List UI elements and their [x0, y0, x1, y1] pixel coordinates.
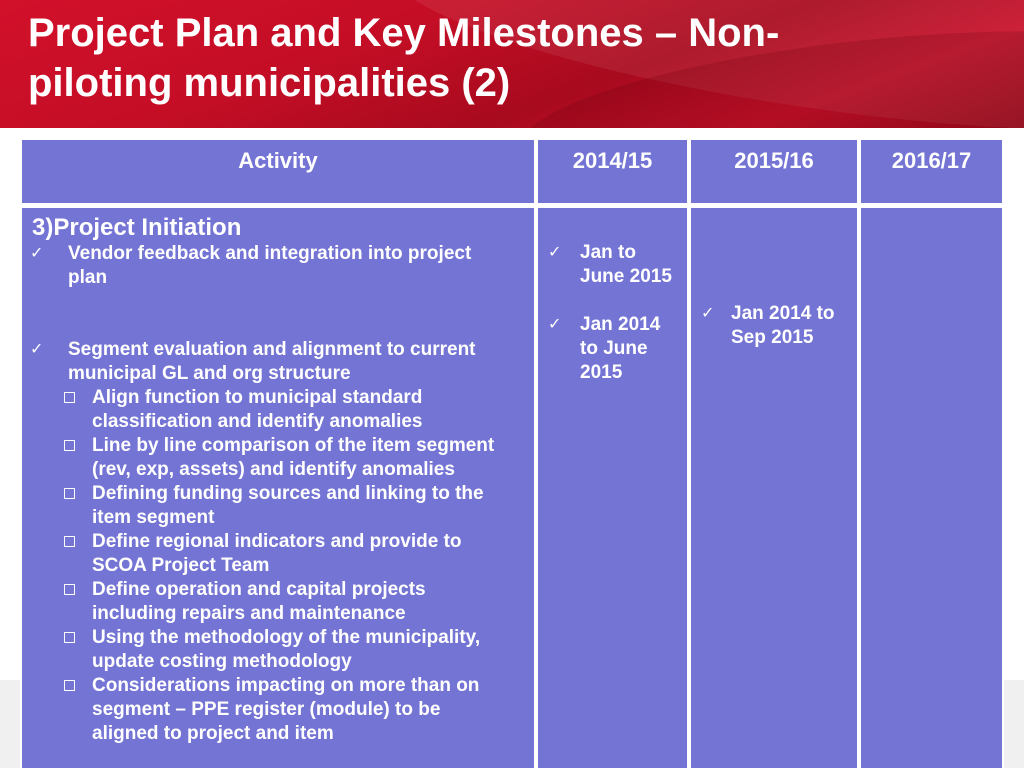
date-line: Jan to — [580, 242, 636, 263]
list-item — [22, 338, 534, 386]
date-line: Sep 2015 — [731, 327, 814, 348]
date-line: June 2015 — [580, 266, 672, 287]
date-line: to June — [580, 338, 648, 359]
checkmark-icon: ✓ — [30, 245, 44, 262]
header-2016-17 — [861, 140, 1002, 203]
checkbox-bullet-icon — [64, 392, 75, 403]
header-2015-16-label: 2015/16 — [734, 148, 814, 173]
subitem-line: segment – PPE register (module) to be — [92, 699, 441, 720]
item-line: plan — [68, 267, 108, 288]
milestone-date — [691, 302, 857, 350]
checkmark-icon: ✓ — [30, 341, 44, 358]
header-2015-16 — [691, 140, 857, 203]
checkbox-bullet-icon — [64, 584, 75, 595]
subitem-line: Align function to municipal standard — [92, 387, 423, 408]
sub-list-item — [22, 434, 534, 482]
subitem-line: aligned to project and item — [92, 723, 334, 744]
item-line: Vendor feedback and integration into project — [68, 243, 472, 264]
header-2014-15-label: 2014/15 — [572, 148, 653, 173]
sub-list-item — [22, 674, 534, 746]
section-heading: 3)Project Initiation — [32, 214, 242, 241]
subitem-line: (rev, exp, assets) and identify anomalies — [92, 459, 455, 480]
subitem-line: including repairs and maintenance — [92, 603, 406, 624]
item-line: municipal GL and org structure — [68, 363, 351, 384]
title-line-2: piloting municipalities (2) — [28, 61, 511, 105]
checkbox-bullet-icon — [64, 536, 75, 547]
checkmark-icon: ✓ — [548, 244, 562, 261]
header-activity — [22, 140, 534, 203]
list-item — [22, 242, 534, 290]
sub-list-item — [22, 530, 534, 578]
item-line: Segment evaluation and alignment to current — [68, 339, 476, 360]
checkbox-bullet-icon — [64, 680, 75, 691]
activity-cell — [22, 208, 534, 768]
subitem-line: item segment — [92, 507, 215, 528]
title-line-1: Project Plan and Key Milestones – Non- — [28, 11, 780, 55]
sub-list-item — [22, 626, 534, 674]
checkbox-bullet-icon — [64, 632, 75, 643]
sub-list-item — [22, 578, 534, 626]
header-activity-label: Activity — [238, 148, 318, 173]
date-line: Jan 2014 to — [731, 303, 835, 324]
milestone-date — [538, 313, 687, 385]
milestone-date — [538, 241, 687, 289]
subitem-line: SCOA Project Team — [92, 555, 270, 576]
subitem-line: classification and identify anomalies — [92, 411, 423, 432]
cell-2014-15 — [538, 208, 687, 768]
title-banner — [0, 0, 1024, 128]
checkmark-icon: ✓ — [548, 316, 562, 333]
checkbox-bullet-icon — [64, 440, 75, 451]
sub-list-item — [22, 386, 534, 434]
date-line: 2015 — [580, 362, 623, 383]
cell-2016-17 — [861, 208, 1002, 768]
activity-list — [22, 242, 534, 746]
subitem-line: Define regional indicators and provide to — [92, 531, 462, 552]
sub-list-item — [22, 482, 534, 530]
subitem-line: update costing methodology — [92, 651, 352, 672]
subitem-line: Defining funding sources and linking to the — [92, 483, 484, 504]
subitem-line: Define operation and capital projects — [92, 579, 426, 600]
subitem-line: Line by line comparison of the item segment — [92, 435, 495, 456]
subitem-line: Considerations impacting on more than on — [92, 675, 480, 696]
checkbox-bullet-icon — [64, 488, 75, 499]
milestone-table — [20, 138, 1004, 768]
cell-2015-16 — [691, 208, 857, 768]
header-2016-17-label: 2016/17 — [891, 148, 972, 173]
checkmark-icon: ✓ — [701, 305, 715, 322]
subitem-line: Using the methodology of the municipality, — [92, 627, 481, 648]
header-2014-15 — [538, 140, 687, 203]
date-line: Jan 2014 — [580, 314, 661, 335]
page-title — [28, 8, 988, 108]
